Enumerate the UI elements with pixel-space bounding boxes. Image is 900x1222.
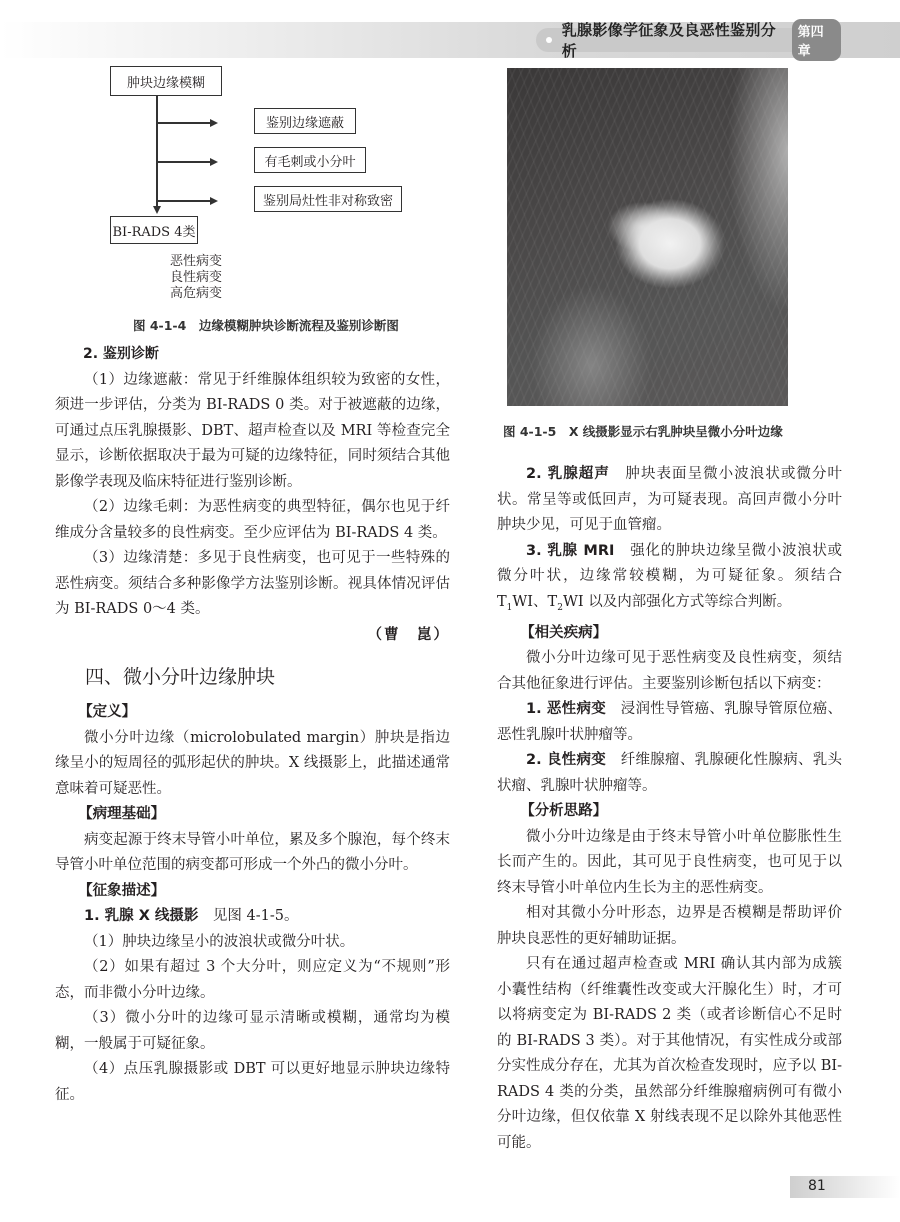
flowchart-figure <box>110 66 440 306</box>
lead-term: 1. 恶性病变 <box>526 701 606 718</box>
paragraph: （3）边缘清楚：多见于良性病变，也可见于一些特殊的恶性病变。须结合多种影像学方法鉴别诊断。视具体情况评估为 BI-RADS 0～4 类。 <box>55 550 450 617</box>
flow-result-box: BI-RADS 4类 <box>110 216 198 244</box>
paragraph-text: 肿块表面呈微小波浪状或微分叶状。常呈等或低回声，为可疑表现。高回声微小分叶肿块少见，可见于血管瘤。 <box>497 466 842 533</box>
subscript: 2 <box>557 602 563 613</box>
subscript: 1 <box>506 602 513 613</box>
paragraph-text: 纤维腺瘤、乳腺硬化性腺病、乳头状瘤、乳腺叶状肿瘤等。 <box>497 752 842 794</box>
flow-branch-line <box>156 200 212 202</box>
paragraph <box>497 697 842 748</box>
flow-branch-box: 有毛刺或小分叶 <box>254 147 366 173</box>
bracket-heading: 【定义】 <box>78 704 137 720</box>
lead-term: 3. 乳腺 MRI <box>526 542 615 559</box>
lead-term: 1. 乳腺 X 线摄影 <box>84 908 199 924</box>
page-number-bar <box>790 1176 900 1198</box>
flow-trunk-line <box>156 96 158 208</box>
outcome-item: 高危病变 <box>170 286 223 301</box>
paragraph: 相对其微小分叶形态，边界是否模糊是帮助评价肿块良恶性的更好辅助证据。 <box>497 905 842 947</box>
paragraph-text: 强化的肿块边缘呈微小波浪状或微分叶状，边缘常较模糊，为可疑征象。须结合 <box>497 542 843 584</box>
paragraph: （4）点压乳腺摄影或 DBT 可以更好地显示肿块边缘特征。 <box>55 1061 450 1103</box>
flow-branch-box: 鉴别局灶性非对称致密 <box>254 186 402 212</box>
arrow-right-icon <box>210 119 218 127</box>
paragraph <box>497 462 842 539</box>
flow-branch-line <box>156 122 212 124</box>
lead-term: 2. 乳腺超声 <box>526 466 610 482</box>
paragraph: 只有在通过超声检查或 MRI 确认其内部为成簇小囊性结构（纤维囊性改变或大汗腺化生）时，才可以将病变定为 BI-RADS 2 类（或者诊断信心不足时的 BI-RADS 3 类）。对于其他情况，有实性成分或部分实性成分存在，尤其为首次检查发现时，应予以 BI-RADS 4 类的分类，虽然部分纤维腺瘤病例可有微小分叶边缘，但仅依靠 X 射线表现不足以除外其他恶性可能。 <box>497 956 842 1151</box>
figure-caption: 图 4-1-4 边缘模糊肿块诊断流程及鉴别诊断图 <box>133 318 399 333</box>
running-header <box>536 21 841 60</box>
arrow-down-icon <box>153 206 161 214</box>
paragraph-text: 浸润性导管癌、乳腺导管原位癌、恶性乳腺叶状肿瘤等。 <box>497 701 842 743</box>
page-number: 81 <box>808 1178 826 1194</box>
paragraph-text: T <box>497 593 507 610</box>
bracket-heading: 【相关疾病】 <box>520 624 608 641</box>
paragraph: （3）微小分叶的边缘可显示清晰或模糊，通常均为模糊，一般属于可疑征象。 <box>55 1010 450 1052</box>
left-column <box>55 342 450 1108</box>
paragraph: （1）肿块边缘呈小的波浪状或微分叶状。 <box>84 933 355 950</box>
author-credit: （曹 崑） <box>367 626 450 643</box>
figure-caption: 图 4-1-5 X 线摄影显示右乳肿块呈微小分叶边缘 <box>503 424 783 439</box>
paragraph-text: WI 以及内部强化方式等综合判断。 <box>562 593 792 610</box>
flow-branch-box: 鉴别边缘遮蔽 <box>254 108 356 134</box>
paragraph: 病变起源于终末导管小叶单位，累及多个腺泡，每个终末导管小叶单位范围的病变都可形成一个外凸的微小分叶。 <box>55 831 450 873</box>
mammogram-image <box>507 68 788 406</box>
flow-root-box: 肿块边缘模糊 <box>110 66 222 96</box>
arrow-right-icon <box>210 158 218 166</box>
paragraph-text: 见图 4-1-5。 <box>198 908 299 924</box>
paragraph <box>55 904 450 930</box>
lead-term: 2. 良性病变 <box>526 752 606 769</box>
paragraph: （2）边缘毛刺：为恶性病变的典型特征，偶尔也见于纤维成分含量较多的良性病变。至少应评估为 BI-RADS 4 类。 <box>55 499 450 541</box>
paragraph: 微小分叶边缘可见于恶性病变及良性病变，须结合其他征象进行评估。主要鉴别诊断包括以下病变： <box>497 650 842 692</box>
paragraph: （1）边缘遮蔽：常见于纤维腺体组织较为致密的女性，须进一步评估，分类为 BI-RADS 0 类。对于被遮蔽的边缘，可通过点压乳腺摄影、DBT、超声检查以及 MRI 等检查完全显示，诊断依据取决于最为可疑的边缘特征，同时须结合其他影像学表现及临床特征进行鉴别诊断。 <box>55 371 450 490</box>
paragraph <box>497 539 842 621</box>
paragraph: （2）如果有超过 3 个大分叶，则应定义为“不规则”形态，而非微小分叶边缘。 <box>55 959 450 1001</box>
outcome-item: 恶性病变 <box>170 254 223 269</box>
subsection-heading: 2. 鉴别诊断 <box>83 346 159 362</box>
running-title: 乳腺影像学征象及良恶性鉴别分析 <box>561 21 776 60</box>
bullet-icon <box>546 37 552 43</box>
paragraph: 微小分叶边缘是由于终末导管小叶单位膨胀性生长而产生的。因此，其可见于良性病变，也可见于以终末导管小叶单位内生长为主的恶性病变。 <box>497 828 842 896</box>
paragraph: 微小分叶边缘（microlobulated margin）肿块是指边缘呈小的短周径的弧形起伏的肿块。X 线摄影上，此描述通常意味着可疑恶性。 <box>55 729 450 797</box>
bracket-heading: 【分析思路】 <box>520 803 608 820</box>
arrow-right-icon <box>210 197 218 205</box>
flow-outcomes <box>170 254 222 302</box>
bracket-heading: 【病理基础】 <box>78 806 166 822</box>
paragraph-text: WI、T <box>512 593 558 610</box>
section-title: 四、微小分叶边缘肿块 <box>85 666 276 688</box>
right-column <box>497 462 842 1156</box>
chapter-badge: 第四章 <box>792 19 841 61</box>
outcome-item: 良性病变 <box>170 270 223 285</box>
flow-branch-line <box>156 161 212 163</box>
bracket-heading: 【征象描述】 <box>78 882 166 899</box>
paragraph <box>497 748 842 799</box>
